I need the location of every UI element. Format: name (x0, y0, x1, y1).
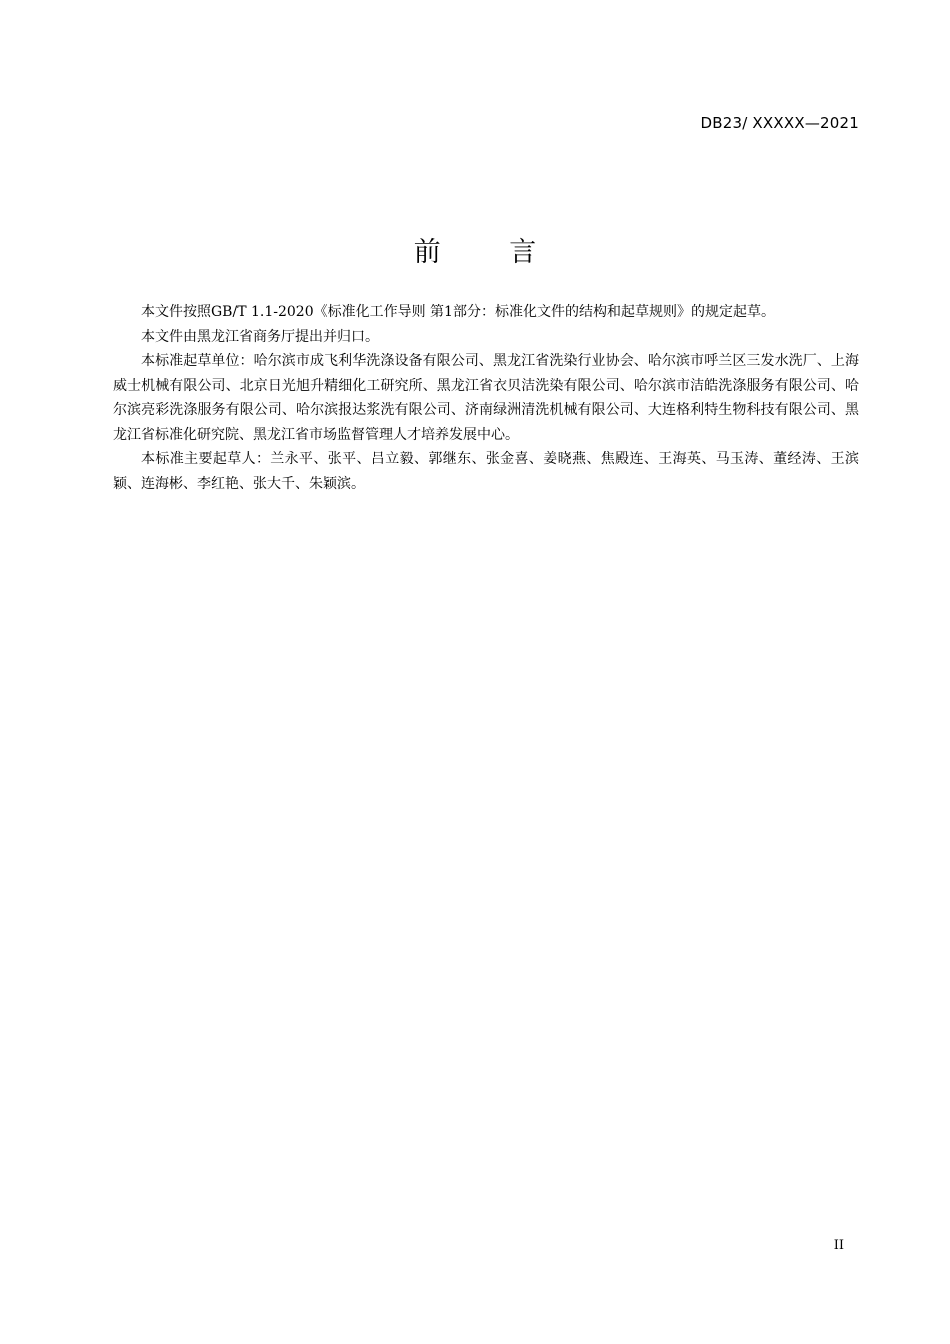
paragraph-main-drafters: 本标准主要起草人：兰永平、张平、吕立毅、郭继东、张金喜、姜晓燕、焦殿连、王海英、马玉涛、董经涛、王滨颖、连海彬、李红艳、张大千、朱颖滨。 (113, 451, 859, 492)
paragraph-proposer: 本文件由黑龙江省商务厅提出并归口。 (141, 328, 379, 345)
paragraph-drafting-units: 本标准起草单位：哈尔滨市成飞利华洗涤设备有限公司、黑龙江省洗染行业协会、哈尔滨市呼兰区三发水洗厂、上海威士机械有限公司、北京日光旭升精细化工研究所、黑龙江省衣贝洁洗染有限公司、哈尔滨市洁皓洗涤服务有限公司、哈尔滨亮彩洗涤服务有限公司、哈尔滨报达浆洗有限公司、济南绿洲清洗机械有限公司、大连格利特生物科技有限公司、黑龙江省标准化研究院、黑龙江省市场监督管理人才培养发展中心。 (113, 353, 859, 443)
page-number: II (833, 1238, 844, 1253)
paragraph-drafting-rules: 本文件按照GB/T 1.1-2020《标准化工作导则 第1部分：标准化文件的结构和起草规则》的规定起草。 (141, 304, 775, 320)
page-title: 前 言 (413, 237, 567, 269)
document-code: DB23/ XXXXX—2021 (700, 114, 859, 132)
foreword-body (113, 300, 859, 496)
